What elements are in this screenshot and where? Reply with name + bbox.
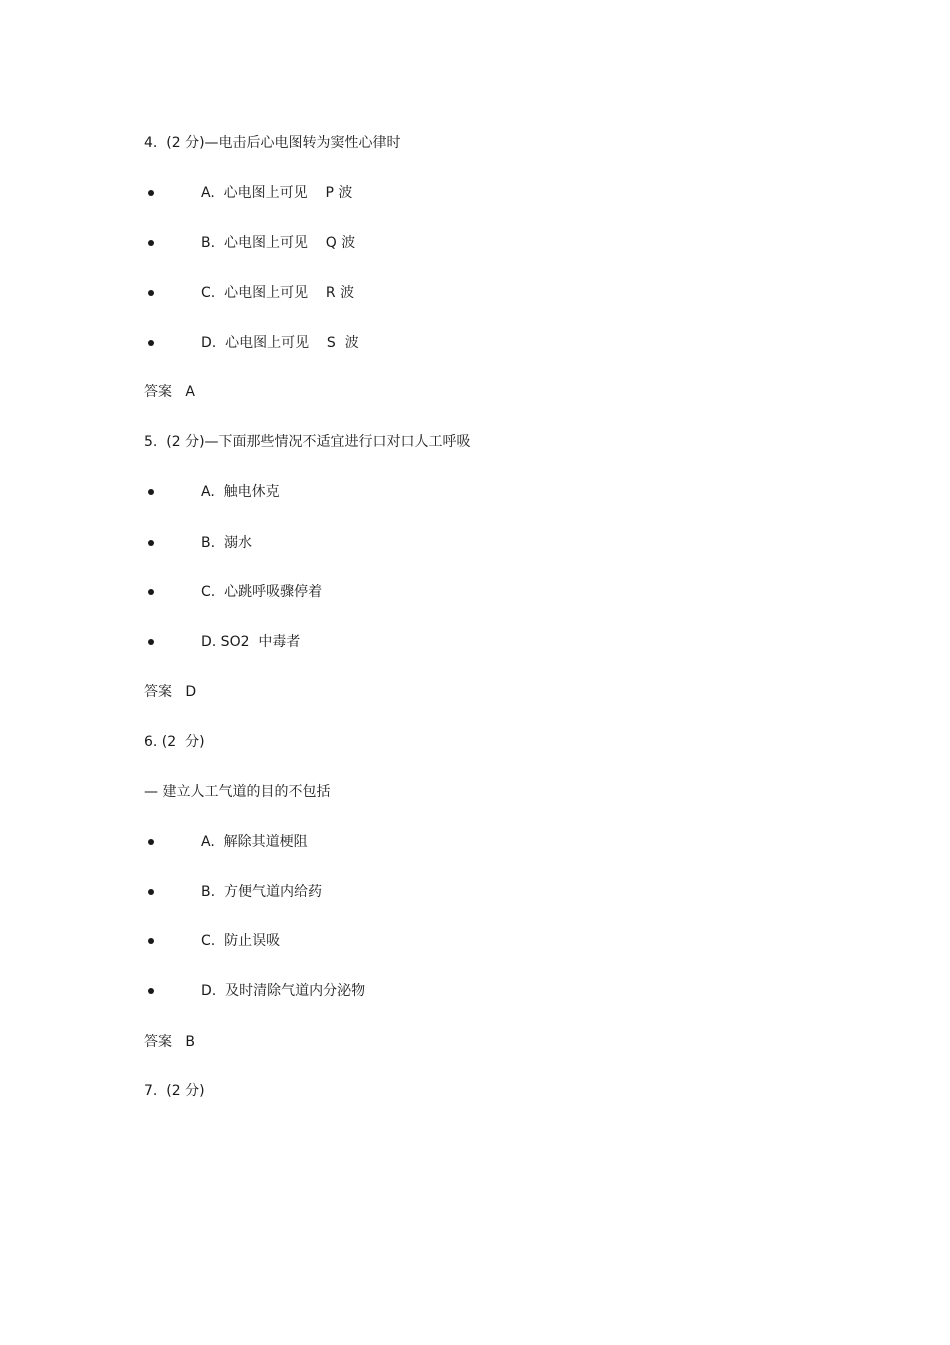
question-4-option-b[interactable] (0, 234, 950, 252)
question-4-option-c[interactable] (0, 284, 950, 302)
question-6-header: 6. (2 分) (144, 734, 205, 750)
question-6-option-c[interactable] (0, 932, 950, 950)
option-label: C. 心跳呼吸骤停着 (201, 584, 323, 600)
bullet-icon (148, 639, 154, 645)
question-5-option-b[interactable] (0, 534, 950, 552)
question-5-option-c[interactable] (0, 583, 950, 601)
option-label: A. 心电图上可见 P 波 (201, 185, 353, 201)
question-4-header: 4. (2 分)—电击后心电图转为窦性心律时 (144, 135, 401, 151)
bullet-icon (148, 839, 154, 845)
question-6-option-a[interactable] (0, 833, 950, 851)
bullet-icon (148, 589, 154, 595)
bullet-icon (148, 988, 154, 994)
option-label: C. 防止误吸 (201, 933, 281, 949)
bullet-icon (148, 540, 154, 546)
question-5-answer: 答案 D (144, 684, 197, 700)
question-6-option-b[interactable] (0, 883, 950, 901)
question-6-option-d[interactable] (0, 982, 950, 1000)
option-label: D. 及时清除气道内分泌物 (201, 983, 366, 999)
bullet-icon (148, 240, 154, 246)
option-label: D. 心电图上可见 S 波 (201, 335, 359, 351)
bullet-icon (148, 340, 154, 346)
bullet-icon (148, 290, 154, 296)
question-5-option-d[interactable] (0, 633, 950, 651)
bullet-icon (148, 489, 154, 495)
question-5-option-a[interactable] (0, 483, 950, 501)
option-label: B. 溺水 (201, 535, 252, 551)
option-label: D. SO2 中毒者 (201, 634, 301, 650)
question-4-answer: 答案 A (144, 384, 195, 400)
option-label: A. 解除其道梗阻 (201, 834, 308, 850)
question-6-answer: 答案 B (144, 1034, 195, 1050)
option-label: C. 心电图上可见 R 波 (201, 285, 355, 301)
question-5-header: 5. (2 分)—下面那些情况不适宜进行口对口人工呼吸 (144, 434, 471, 450)
bullet-icon (148, 938, 154, 944)
question-4-option-a[interactable] (0, 184, 950, 202)
option-label: B. 心电图上可见 Q 波 (201, 235, 356, 251)
option-label: B. 方便气道内给药 (201, 884, 322, 900)
question-6-stem: — 建立人工气道的目的不包括 (144, 784, 331, 800)
option-label: A. 触电休克 (201, 484, 280, 500)
bullet-icon (148, 889, 154, 895)
question-7-header: 7. (2 分) (144, 1083, 205, 1099)
question-4-option-d[interactable] (0, 334, 950, 352)
bullet-icon (148, 190, 154, 196)
